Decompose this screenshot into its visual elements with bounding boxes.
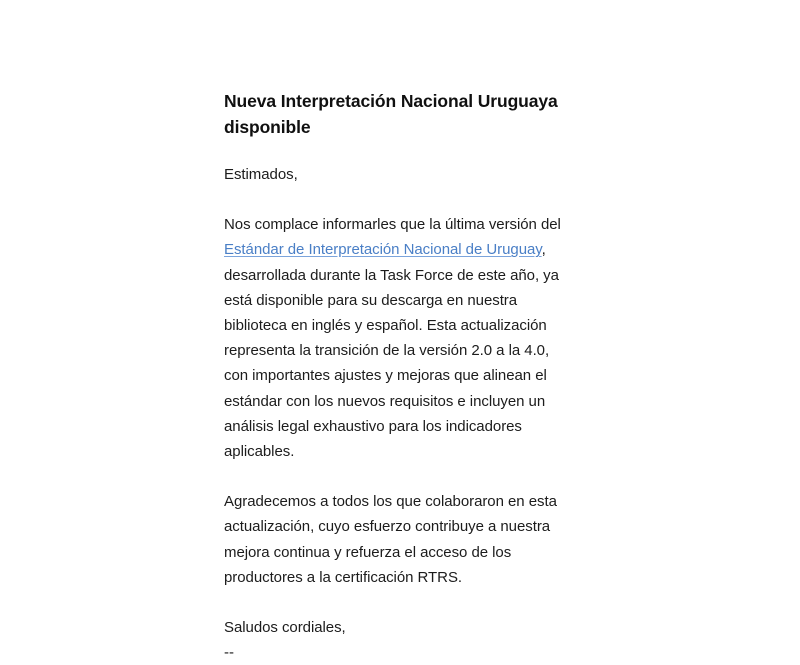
paragraph-one-after-link: , desarrollada durante la Task Force de este año, ya está disponible para su descarga en nuestra biblioteca en inglés y español. Esta actualización representa la transición de la versión 2.0 a la 4.0, con importantes ajustes y mejoras que alinean el estándar con los nuevos requisitos e incluyen un análisis legal exhaustivo para los indicadores aplicables. (224, 241, 559, 461)
signature-separator: -- (224, 644, 234, 662)
paragraph-one (224, 212, 569, 464)
greeting-text: Estimados, (224, 166, 298, 183)
email-body (224, 88, 569, 665)
paragraph-two: Agradecemos a todos los que colaboraron en esta actualización, cuyo esfuerzo contribuye a nuestra mejora continua y refuerza el acceso de los productores a la certificación RTRS. (224, 493, 557, 586)
standard-document-link[interactable]: Estándar de Interpretación Nacional de Uruguay (224, 241, 542, 259)
paragraph-one-before-link: Nos complace informarles que la última versión del (224, 216, 561, 234)
closing-text: Saludos cordiales, (224, 619, 346, 637)
email-heading: Nueva Interpretación Nacional Uruguaya disponible (224, 91, 558, 137)
